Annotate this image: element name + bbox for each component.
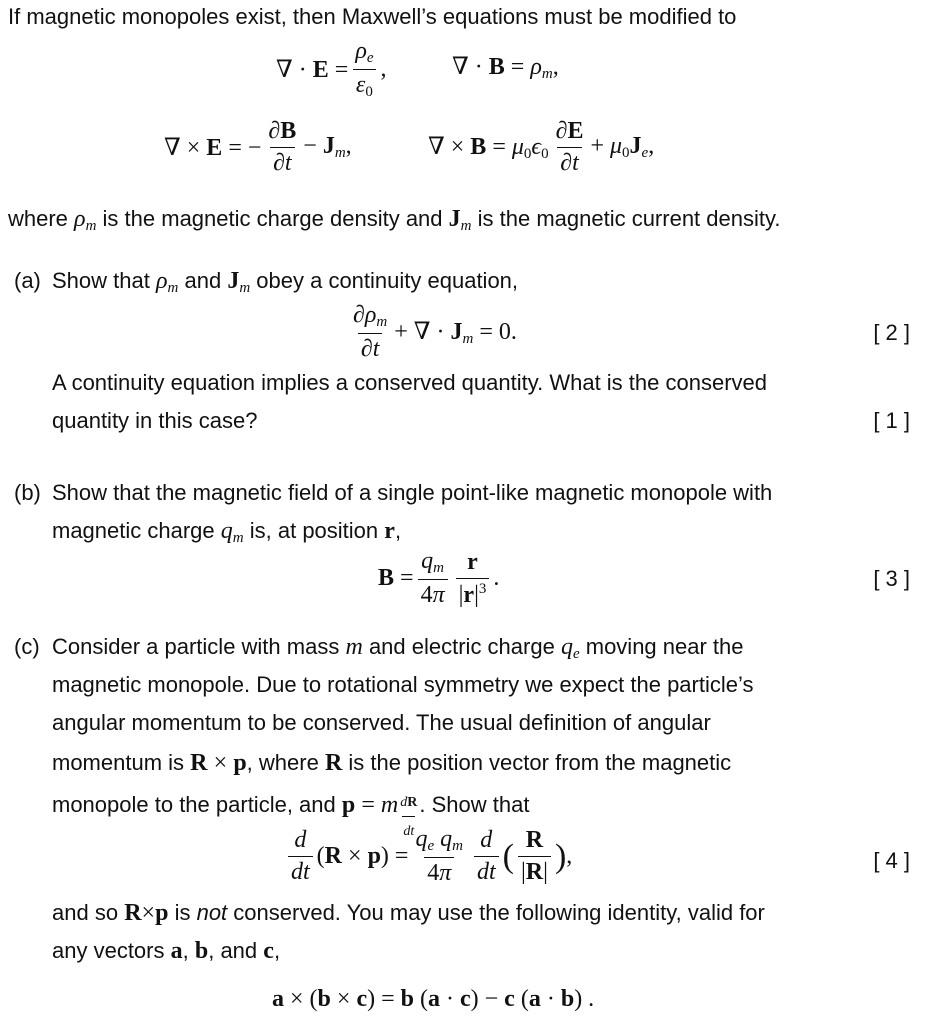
continuity-equation: $\frac{\partial\rho_m}{\partial t}$ + ∇ · $J_m = 0$. <box>353 302 517 362</box>
part-a-question2-line2: quantity in this case? <box>52 408 258 433</box>
part-c-line5: monopole to the particle, and p = m $\frac{dR}{dt}$ . Show that <box>52 788 529 845</box>
equation-div-e: ∇ · E = $\frac{\rho_e}{\varepsilon_0}$ , <box>276 38 387 100</box>
equation-curl-e: ∇ × E = − $\frac{\partial B}{\partial t}$ − $J_m$, <box>164 118 352 176</box>
part-a-question2-line1: A continuity equation implies a conserved quantity. What is the conserved <box>52 370 767 395</box>
part-c-line1: Consider a particle with mass m and electric charge $q_e$ moving near the <box>52 634 744 662</box>
part-b-label: (b) <box>14 480 41 505</box>
part-c-line7: any vectors a, b, and c, <box>52 938 281 964</box>
part-a-marks-1: [ 2 ] <box>873 320 910 345</box>
part-a-marks-2: [ 1 ] <box>873 408 910 433</box>
part-c-line4: momentum is R × p, where R is the position vector from the magnetic <box>52 750 732 776</box>
part-c-line6: and so R×p is not conserved. You may use the following identity, valid for <box>52 900 765 926</box>
part-c-line3: angular momentum to be conserved. The usual definition of angular <box>52 710 711 735</box>
part-c-line2: magnetic monopole. Due to rotational symmetry we expect the particle’s <box>52 672 754 697</box>
part-b-marks: [ 3 ] <box>873 566 910 591</box>
part-b-line2: magnetic charge $q_m$ is, at position r, <box>52 518 402 546</box>
part-c-marks: [ 4 ] <box>873 848 910 873</box>
equation-div-b: ∇ · $B = \rho_m$, <box>452 54 559 82</box>
vector-identity-equation: a × (b × c) = b (a · c) − c (a · b) . <box>272 986 595 1012</box>
angular-momentum-equation: $\frac{d}{dt}$ (R × p) = $\frac{q_e q_m}{4\pi}$ $\frac{d}{dt}$ ( $\frac{R}{|R|}$ ) , <box>284 826 572 887</box>
equation-curl-b: ∇ × $B = \mu_0\epsilon_0$ $\frac{\partial E}{\partial t}$ + $\mu_0J_e$, <box>428 118 655 176</box>
intro-text: If magnetic monopoles exist, then Maxwell’s equations must be modified to <box>8 4 737 29</box>
part-b-line1: Show that the magnetic field of a single point-like magnetic monopole with <box>52 480 773 505</box>
part-c-label: (c) <box>14 634 40 659</box>
part-a-question1: Show that $\rho_m$ and $J_m$ obey a continuity equation, <box>52 268 519 296</box>
where-text: where $\rho_m$ is the magnetic charge density and $J_m$ is the magnetic current density. <box>8 206 781 234</box>
part-a-label: (a) <box>14 268 41 293</box>
monopole-field-equation: B = $\frac{q_m}{4\pi}$ $\frac{r}{|r|^3}$ . <box>378 548 500 608</box>
